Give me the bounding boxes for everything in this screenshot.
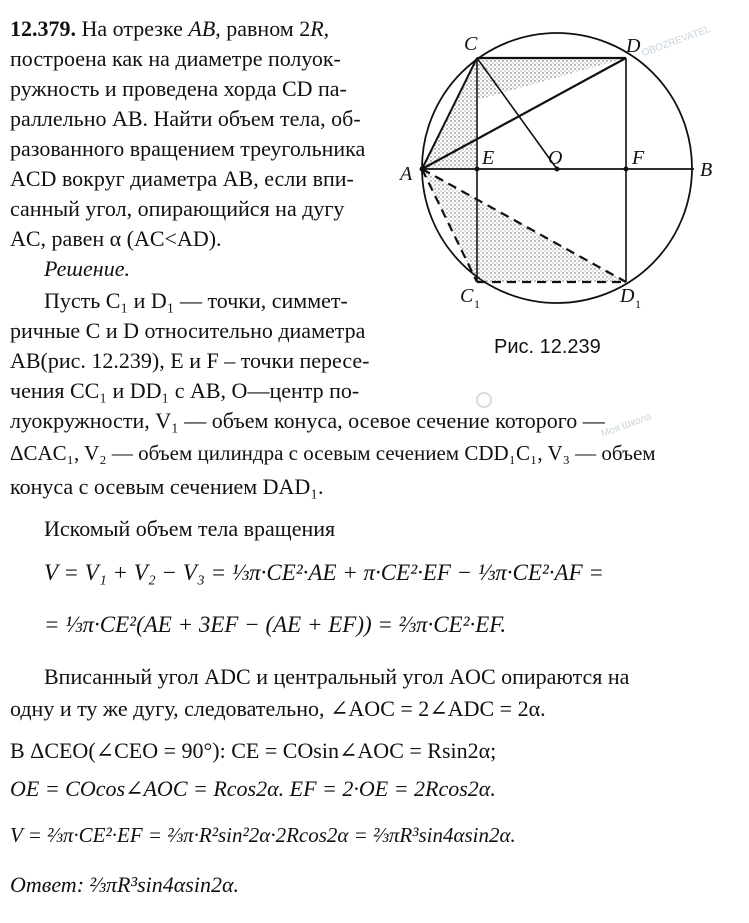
solution-line-5: луокружности, V₁ — объем конуса, осевое сечение которого — [10, 408, 605, 433]
point-f [624, 167, 629, 172]
watermark-school: Моя Школа [599, 411, 653, 440]
text2-line-1: Вписанный угол ADC и центральный угол AOC опираются на [44, 664, 630, 689]
label-c1: C [460, 285, 474, 307]
point-a [420, 167, 425, 172]
problem-line-4: раллельно AB. Найти объем тела, об- [10, 106, 361, 131]
problem-line-8: AC, равен α (AC<AD). [10, 226, 222, 251]
label-d: D [626, 35, 641, 57]
formula-line-1: V = V₁ + V₂ − V₃ = ⅓π·CE²·AE + π·CE²·EF − ⅓π·CE²·AF = [44, 560, 604, 585]
label-c: C [464, 33, 478, 55]
label-a: A [400, 163, 413, 185]
solution-line-7: конуса с осевым сечением DAD₁. [10, 474, 324, 499]
point-e [475, 167, 480, 172]
formula-line-4: OE = COcos∠AOC = Rcos2α. EF = 2·OE = 2Rcos2α. [10, 776, 496, 801]
geometry-figure [398, 20, 740, 360]
watermark-logo-icon [476, 392, 492, 408]
problem-line-2: построена как на диаметре полуок- [10, 46, 341, 71]
solution-line-4: чения CC₁ и DD₁ с AB, O—центр по- [10, 378, 360, 403]
label-f: F [632, 147, 645, 169]
problem-line-3: ружность и проведена хорда CD па- [10, 76, 347, 101]
answer-line: Ответ: ⅔πR³sin4αsin2α. [10, 872, 240, 897]
problem-text-1-visible: На отрезке AB, равном 2R, [81, 16, 330, 41]
label-d1-sub: 1 [635, 297, 641, 311]
figure-caption: Рис. 12.239 [494, 336, 601, 358]
problem-line-7: санный угол, опирающийся на дугу [10, 196, 345, 221]
solution-label: Решение. [44, 256, 130, 281]
solution-line-8: Искомый объем тела вращения [44, 516, 336, 541]
solution-line-2: ричные C и D относительно диаметра [10, 318, 366, 343]
label-c1-sub: 1 [474, 297, 480, 311]
text2-line-2: одну и ту же дугу, следовательно, ∠AOC = 2∠ADC = 2α. [10, 696, 546, 721]
problem-line-5: разованного вращением треугольника [10, 136, 366, 161]
label-b: B [700, 159, 713, 181]
label-o: O [548, 147, 563, 169]
formula-line-5: V = ⅔π·CE²·EF = ⅔π·R²sin²2α·2Rcos2α = ⅔πR³sin4αsin2α. [10, 823, 516, 847]
problem-line-1 [10, 16, 329, 42]
formula-line-2: = ⅓π·CE²(AE + 3EF − (AE + EF)) = ⅔π·CE²·EF. [44, 612, 507, 637]
shaded-triangle-upper-right [477, 58, 626, 100]
formula-line-3: В ΔCEO(∠CEO = 90°): CE = COsin∠AOC = Rsin2α; [10, 738, 497, 763]
problem-number: 12.379. [10, 16, 76, 41]
label-d1: D [620, 285, 635, 307]
label-e: E [482, 147, 495, 169]
problem-line-6: ACD вокруг диаметра AB, если впи- [10, 166, 354, 191]
solution-line-3: AB(рис. 12.239), E и F – точки пересе- [10, 348, 370, 373]
solution-line-1: Пусть C₁ и D₁ — точки, симмет- [44, 288, 348, 313]
solution-line-6: ΔCAC₁, V₂ — объем цилиндра с осевым сечением CDD₁C₁, V₃ — объем [10, 441, 656, 465]
watermark-brand: OBOZREVATEL [640, 23, 713, 60]
